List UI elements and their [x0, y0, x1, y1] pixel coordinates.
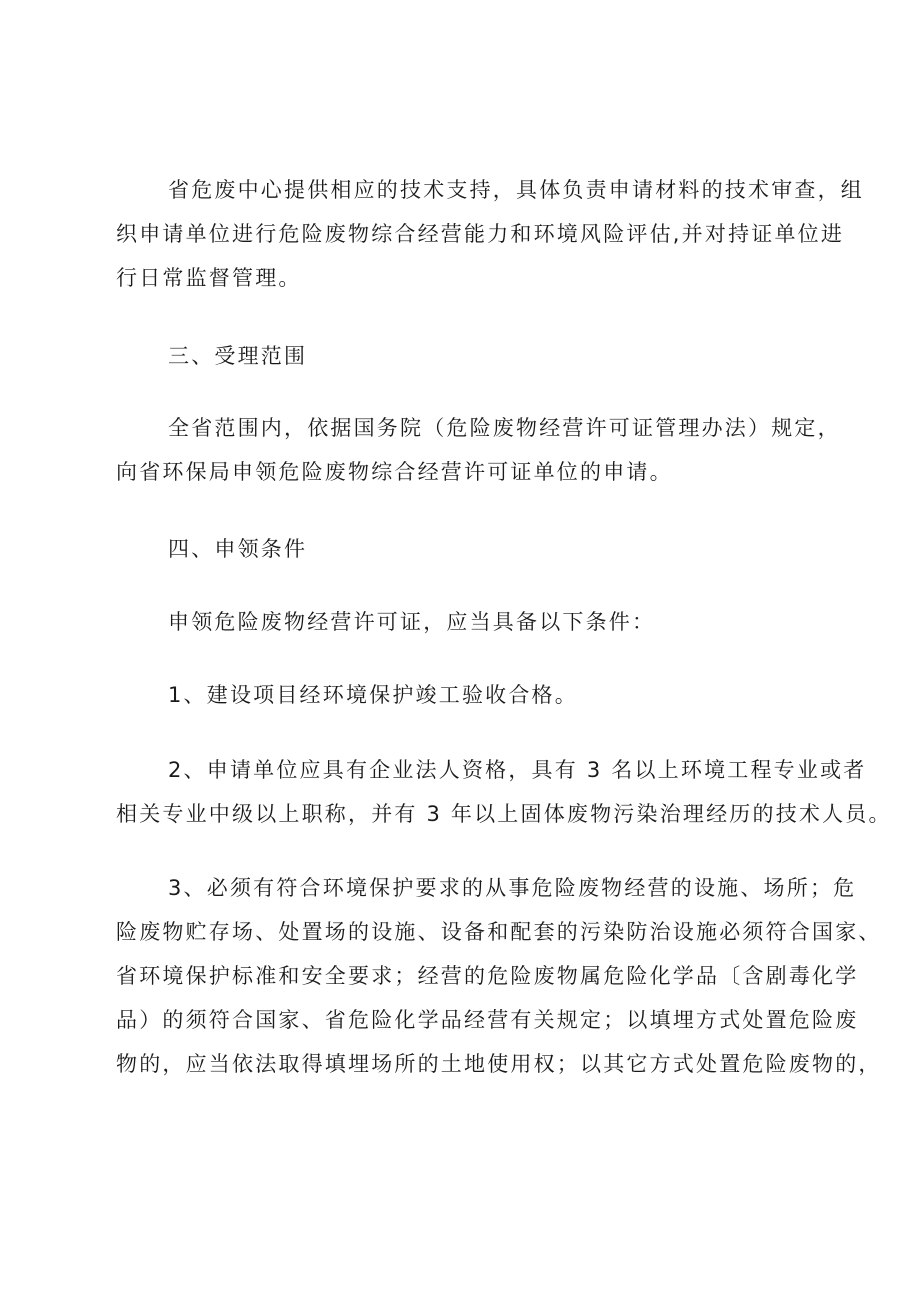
paragraph-tech-support: [116, 168, 864, 300]
text-line: 险废物贮存场、处置场的设施、设备和配套的污染防治设施必须符合国家、: [116, 920, 882, 944]
list-item-condition-3: [116, 866, 882, 1086]
text-line: 2、申请单位应具有企业法人资格，具有 3 名以上环境工程专业或者: [168, 758, 867, 782]
text-line: 行日常监督管理。: [116, 266, 302, 290]
section-heading-scope: 三、受理范围: [168, 344, 308, 368]
list-item-condition-2: [116, 748, 892, 836]
list-item-condition-1: [116, 673, 816, 717]
text-line: 织申请单位进行危险废物综合经营能力和环境风险评估,并对持证单位进: [116, 222, 845, 246]
text-line: 1、建设项目经环境保护竣工验收合格。: [168, 683, 578, 707]
text-line: 向省环保局申领危险废物综合经营许可证单位的申请。: [116, 460, 673, 484]
text-line: 省危废中心提供相应的技术支持，具体负责申请材料的技术审查，组: [168, 178, 864, 202]
text-line: 全省范围内，依据国务院（危险废物经营许可证管理办法）规定，: [168, 416, 841, 440]
paragraph-conditions-intro: [116, 600, 816, 644]
text-line: 省环境保护标准和安全要求；经营的危险废物属危险化学品〔含剧毒化学: [116, 964, 859, 988]
text-line: 品）的须符合国家、省危险化学品经营有关规定；以填埋方式处置危险废: [116, 1008, 859, 1032]
text-line: 相关专业中级以上职称，并有 3 年以上固体废物污染治理经历的技术人员。: [116, 802, 892, 826]
section-heading-conditions: 四、申领条件: [168, 537, 308, 561]
text-line: 3、必须有符合环境保护要求的从事危险废物经营的设施、场所；危: [168, 876, 857, 900]
text-line: 物的，应当依法取得填埋场所的土地使用权；以其它方式处置危险废物的，: [116, 1052, 882, 1076]
paragraph-scope: [116, 406, 841, 494]
text-line: 申领危险废物经营许可证，应当具备以下条件：: [168, 610, 656, 634]
